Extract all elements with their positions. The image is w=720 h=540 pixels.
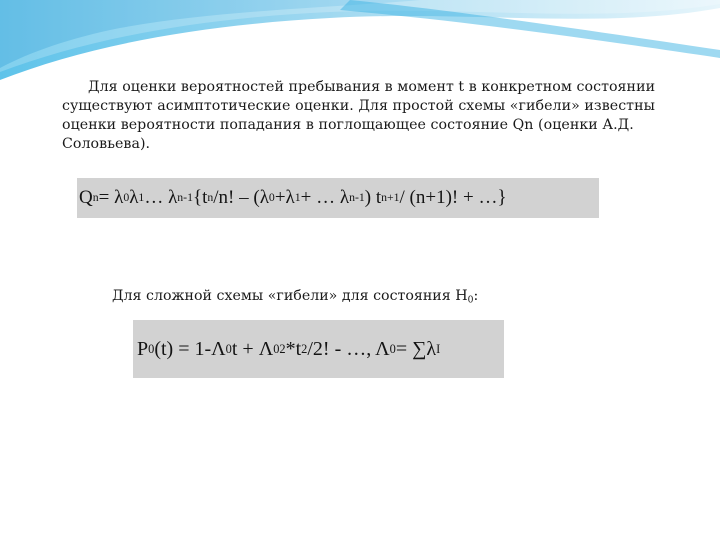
intro-paragraph: Для оценки вероятностей пребывания в момент t в конкретном состоянии существуют асимптотические оценки. Для простой схемы «гибели» известны оценки вероятности попадания в поглощающее состояние Qn (оценки А.Д. Соловьева).	[62, 79, 656, 152]
solovyev-formula: Q n = λ 0 λ 1 … λ n-1 {t n /n! – (λ 0 +λ 1 + … λ n-1 ) t n+1 / (n+1)! + …}	[77, 178, 599, 218]
complex-scheme-formula: P 0 (t) = 1-Λ 0 t + Λ 0 2 *t 2 /2! - …, Λ 0 = ∑λ I	[133, 320, 504, 378]
header-wave-decoration	[0, 0, 720, 90]
complex-scheme-heading: Для сложной схемы «гибели» для состояния $H_0$:	[112, 288, 479, 306]
